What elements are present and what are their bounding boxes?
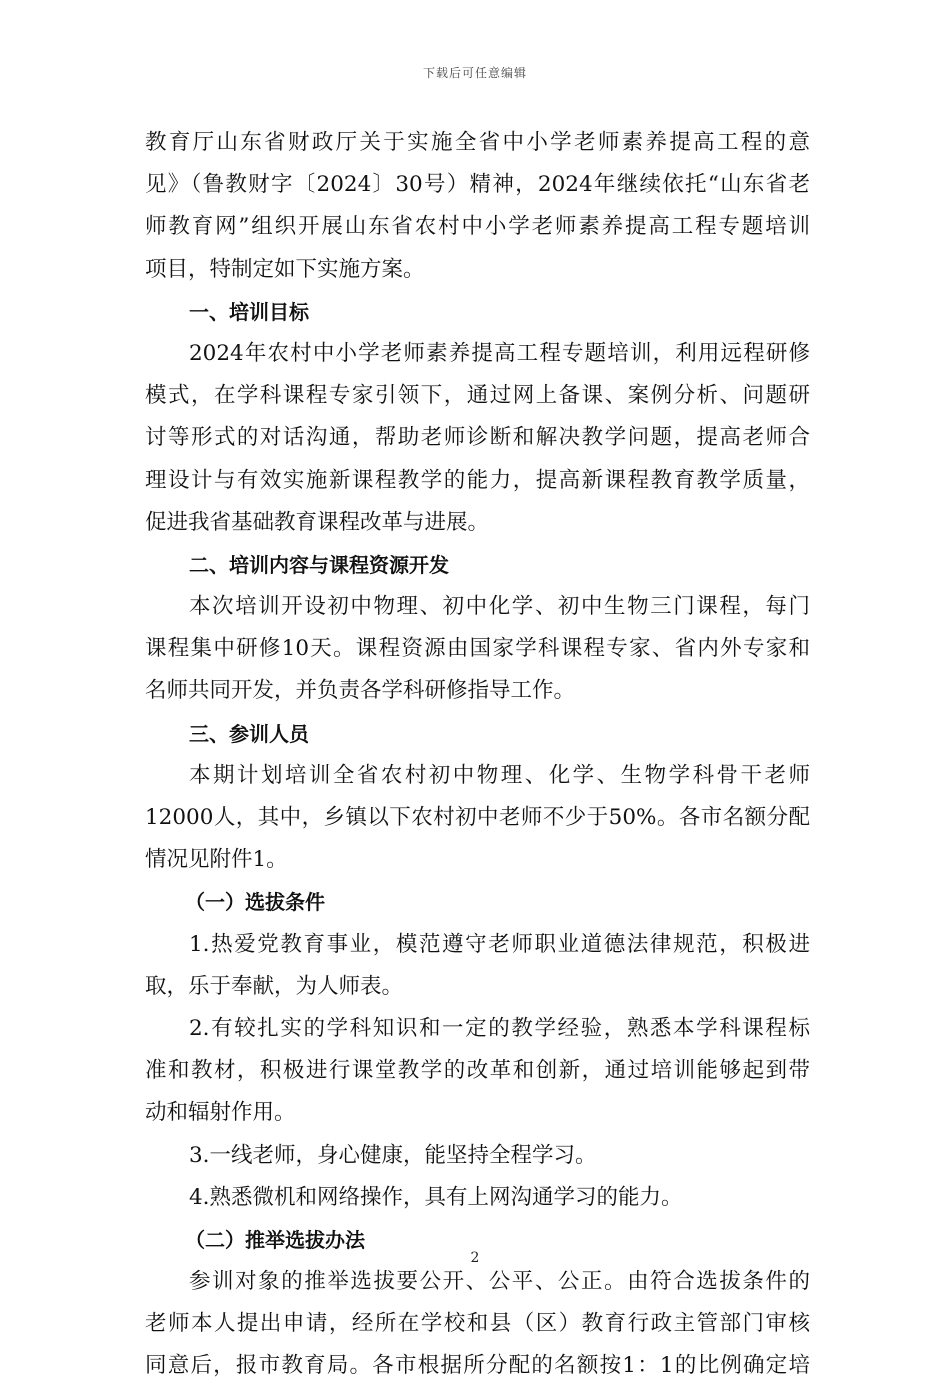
- body-line: 老师本人提出申请，经所在学校和县（区）教育行政主管部门审核: [145, 1311, 810, 1337]
- body-line: 理设计与有效实施新课程教学的能力，提高新课程教育教学质量，: [145, 467, 810, 493]
- body-line: 同意后，报市教育局。各市根据所分配的名额按1：1的比例确定培: [145, 1353, 810, 1379]
- section-heading-participants: 三、参训人员: [189, 721, 309, 746]
- body-line: 情况见附件1。: [145, 847, 288, 873]
- body-line: 名师共同开发，并负责各学科研修指导工作。: [145, 678, 576, 704]
- body-line: 取，乐于奉献，为人师表。: [145, 973, 404, 999]
- body-line: 模式，在学科课程专家引领下，通过网上备课、案例分析、问题研: [145, 383, 810, 409]
- section-heading-content: 二、培训内容与课程资源开发: [189, 552, 449, 577]
- body-line: 准和教材，积极进行课堂教学的改革和创新，通过培训能够起到带: [145, 1058, 810, 1084]
- body-line: 12000人，其中，乡镇以下农村初中老师不少于50%。各市名额分配: [145, 805, 810, 830]
- body-line: 教育厅山东省财政厅关于实施全省中小学老师素养提高工程的意: [145, 130, 810, 155]
- body-line: 见》（鲁教财字〔2024〕30号）精神，2024年继续依托“山东省老: [145, 172, 810, 198]
- body-line: 讨等形式的对话沟通，帮助老师诊断和解决教学问题，提高老师合: [145, 425, 810, 451]
- subsection-heading-selection: （二）推举选拔办法: [185, 1227, 365, 1252]
- body-line: 本期计划培训全省农村初中物理、化学、生物学科骨干老师: [189, 762, 810, 788]
- body-line: 本次培训开设初中物理、初中化学、初中生物三门课程，每门: [189, 594, 810, 620]
- section-heading-goals: 一、培训目标: [189, 299, 309, 324]
- body-line: 促进我省基础教育课程改革与进展。: [145, 509, 490, 535]
- body-line: 师教育网”组织开展山东省农村中小学老师素养提高工程专题培训: [145, 214, 810, 240]
- body-line: 参训对象的推举选拔要公开、公平、公正。由符合选拔条件的: [189, 1269, 810, 1295]
- page-header: 下载后可任意编辑: [422, 66, 527, 80]
- body-line: 课程集中研修10天。课程资源由国家学科课程专家、省内外专家和: [145, 636, 810, 662]
- document-body: [145, 122, 810, 1388]
- page-number: 2: [470, 1250, 480, 1266]
- body-line: 1.热爱党教育事业，模范遵守老师职业道德法律规范，积极进: [189, 931, 810, 957]
- body-line: 动和辐射作用。: [145, 1100, 296, 1126]
- body-line: 4.熟悉微机和网络操作，具有上网沟通学习的能力。: [189, 1184, 683, 1210]
- body-line: 3.一线老师，身心健康，能坚持全程学习。: [189, 1142, 597, 1168]
- body-line: 2.有较扎实的学科知识和一定的教学经验，熟悉本学科课程标: [189, 1015, 810, 1041]
- body-line: 项目，特制定如下实施方案。: [145, 256, 425, 282]
- subsection-heading-criteria: （一）选拔条件: [185, 890, 325, 915]
- body-line: 2024年农村中小学老师素养提高工程专题培训，利用远程研修: [189, 340, 810, 366]
